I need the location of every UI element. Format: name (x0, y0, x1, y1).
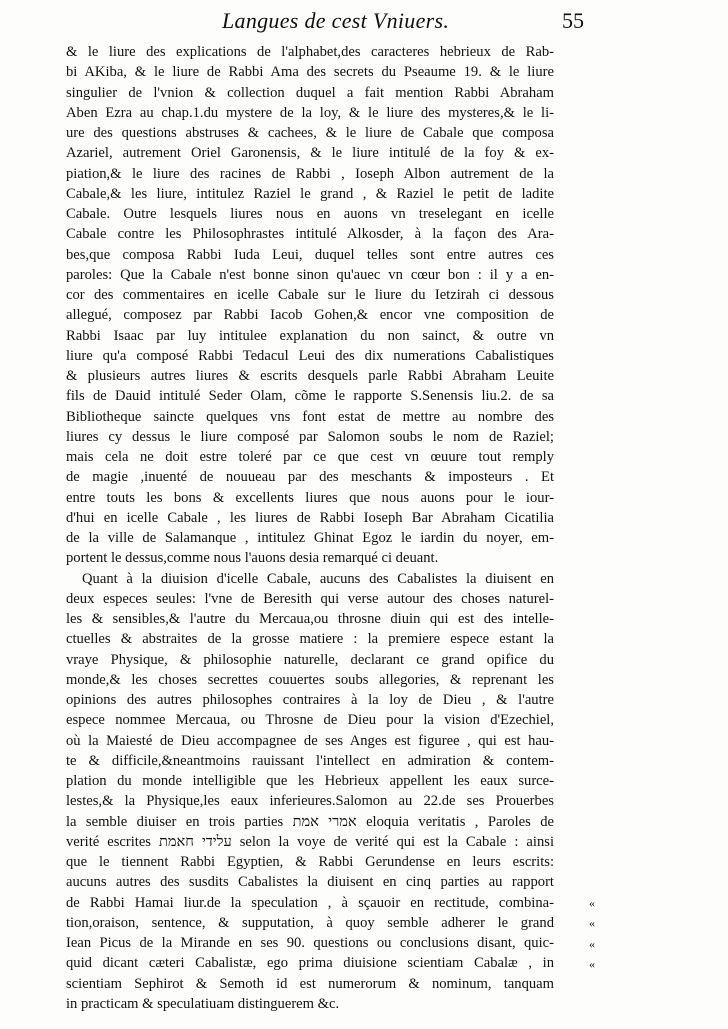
text-line: tion,oraison, sentence, & supputation, à quoy semble adherer le grand (66, 914, 554, 931)
body-text (66, 42, 554, 1014)
text-line: Bibliotheque saincte quelques vns font estat de mettre au nombre des (66, 408, 554, 425)
text-line: liure qu'a composé Rabbi Tedacul Leui des dix numerations Cabalistiques (66, 347, 554, 364)
text-line: Aben Ezra au chap.1.du mystere de la loy, & le liure des mysteres,& le li- (66, 104, 554, 121)
text-line: paroles: Que la Cabale n'est bonne sinon qu'auec vn cœur bon : il y a en- (66, 266, 554, 283)
text-line: de la ville de Salamanque , intitulez Ghinat Egoz le iardin du noyer, em- (66, 530, 554, 546)
text-line: scientiam Sephirot & Semoth id est numerorum & nominum, tanquam (66, 975, 554, 992)
text-line: liures cy dessus le liure composé par Salomon soubs le nom de Raziel; (66, 428, 554, 445)
text-line: piation,& le liure des racines de Rabbi , Ioseph Albon autrement de la (66, 165, 554, 182)
text-line: Cabale,& les liure, intitulez Raziel le grand , & Raziel le petit de ladite (66, 185, 554, 202)
text-line: quid dicant cæteri Cabalistæ, ego prima diuisione scientiam Cabalæ , in (66, 955, 554, 972)
text-line: in practicam & speculatiuam distinguerem &c. (66, 995, 340, 1012)
text-line: & plusieurs autres liures & escrits desquels parle Rabbi Abraham Leuite (66, 368, 554, 384)
text-line: la semble diuiser en trois parties אמרי אמת eloquia veritatis , Paroles de (66, 813, 554, 830)
text-line: plation du monde intelligible que les Hebrieux appellent les eaux surce- (66, 773, 554, 789)
text-line: deux especes seules: l'vne de Beresith qui verse autour des choses naturel- (66, 590, 554, 607)
text-line: bi AKiba, & le liure de Rabbi Ama des secrets du Pseaume 19. & le liure (66, 64, 554, 81)
text-line: d'hui en icelle Cabale , les liures de Rabbi Ioseph Bar Abraham Cicatilia (66, 509, 554, 526)
margin-quote-marks (582, 893, 602, 974)
text-line: ctuelles & abstraites de la grosse matiere : la premiere espece estant la (66, 631, 554, 648)
text-line: portent le dessus,comme nous l'auons desia remarqué ci deuant. (66, 550, 439, 567)
text-line: que le tiennent Rabbi Egyptien, & Rabbi Gerundense en leurs escrits: (66, 854, 554, 870)
text-line: Cabale contre les Philosophrastes intitulé Alkosder, à la façon des Ara- (66, 226, 554, 243)
text-line: les & sensibles,& l'autre du Mercaua,ou throsne diuin qui est des intelle- (66, 611, 554, 627)
text-line: & le liure des explications de l'alphabet,des caracteres hebrieux de Rab- (66, 44, 554, 60)
text-line: espece nommee Mercaua, ou Throsne de Dieu pour la vision d'Ezechiel, (66, 712, 554, 729)
text-line: cor des commentaires en icelle Cabale sur le liure du Ietzirah ci dessous (66, 287, 554, 303)
text-line: verité escrites עלידי חאמת selon la voye de verité qui est la Cabale : ainsi (66, 833, 554, 850)
margin-quote-mark: « (589, 916, 595, 931)
text-line: de Rabbi Hamai liur.de la speculation , à sçauoir en rectitude, combina- (66, 894, 554, 911)
page-number: 55 (562, 8, 584, 33)
text-line: de magie ,inuenté de nouueau par des meschants & imposteurs . Et (66, 469, 554, 486)
text-line: entre touts les bons & excellents liures que nous auons pour le iour- (66, 489, 554, 506)
text-line: Quant à la diuision d'icelle Cabale, aucuns des Cabalistes la diuisent en (82, 570, 554, 587)
text-line: te & difficile,&neantmoins rauissant l'intellect en admiration & contem- (66, 752, 554, 769)
text-line: ure des questions abstruses & cachees, & le liure de Cabale que composa (66, 125, 554, 141)
text-line: Cabale. Outre lesquels liures nous en auons vn treselegant en icelle (66, 206, 554, 222)
running-head (0, 8, 728, 38)
margin-quote-mark: « (589, 956, 595, 971)
text-line: Iean Picus de la Mirande en ses 90. questions ou conclusions disant, quic- (66, 935, 554, 951)
text-line: Azariel, autrement Oriel Garonensis, & le liure intitulé de la foy & ex- (66, 145, 554, 162)
running-title: Langues de cest Vniuers. (222, 8, 450, 33)
text-line: bes,que composa Rabbi Iuda Leui, duquel telles sont entre autres ces (66, 246, 554, 263)
text-line: vraye Physique, & philosophie naturelle, declarant ce grand opifice du (66, 651, 554, 668)
margin-quote-mark: « (589, 896, 595, 910)
text-line: fils de Dauid intitulé Seder Olam, cõme le rapporte S.Senensis liu.2. de sa (66, 388, 554, 405)
text-line: singulier de l'vnion & collection duquel a fait mention Rabbi Abraham (66, 84, 554, 101)
text-line: lestes,& la Physique,les eaux inferieures.Salomon au 22.de ses Prouerbes (66, 793, 554, 810)
text-line: mais cela ne doit estre toleré par ce que cest vn œuure tout remply (66, 449, 554, 465)
text-line: monde,& les choses secrettes couuertes soubs allegories, & reprenant les (66, 671, 554, 688)
margin-quote-mark: « (589, 936, 595, 951)
text-line: opinions des autres philosophes contraires à la loy de Dieu , & l'autre (66, 692, 554, 708)
text-line: où la Maiesté de Dieu accompagnee de ses Anges est figuree , qui est hau- (66, 732, 554, 749)
text-line: allegué, composez par Rabbi Iacob Gohen,& encor vne composition de (66, 307, 554, 324)
text-line: Rabbi Isaac par luy intitulee explanation du non sainct, & outre vn (66, 327, 554, 344)
text-line: aucuns autres des susdits Cabalistes la diuisent en cinq parties au rapport (66, 874, 554, 891)
